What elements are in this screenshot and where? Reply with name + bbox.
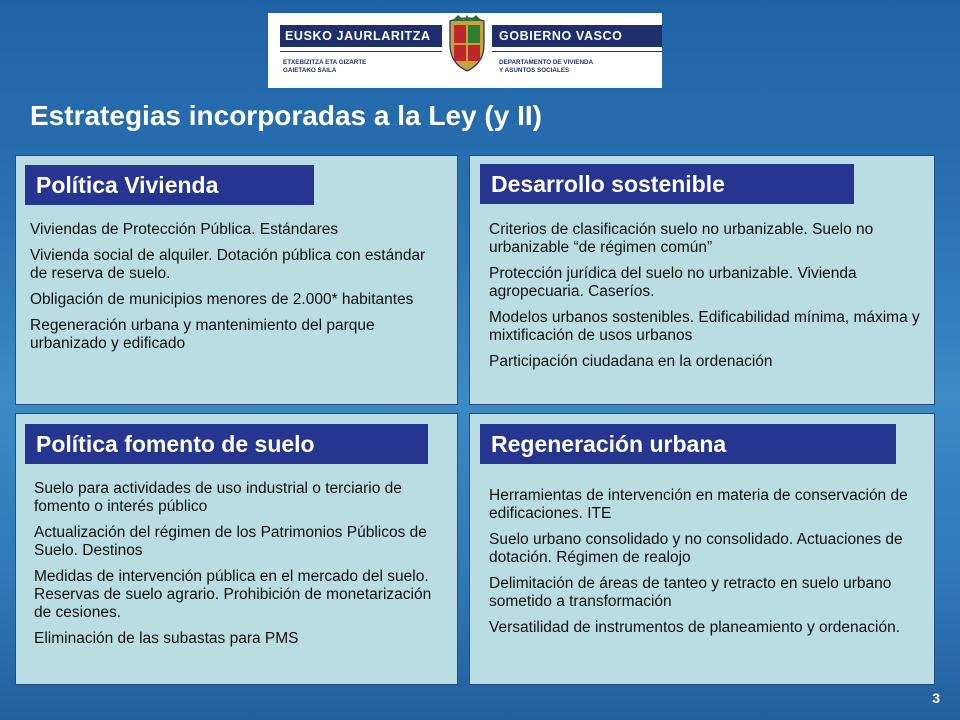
list-item: Viviendas de Protección Pública. Estándares xyxy=(30,221,339,238)
list-item: Criterios de clasificación suelo no urbanizable. Suelo no urbanizable “de régimen común” xyxy=(489,221,874,256)
government-logo xyxy=(268,13,662,88)
page-number: 3 xyxy=(932,690,940,706)
list-item: Obligación de municipios menores de 2.000* habitantes xyxy=(30,291,414,308)
list-item: Herramientas de intervención en materia de conservación de edificaciones. ITE xyxy=(489,487,908,522)
list-item: Regeneración urbana y mantenimiento del parque urbanizado y edificado xyxy=(30,317,375,352)
list-item: Eliminación de las subastas para PMS xyxy=(34,630,299,647)
list-item: Delimitación de áreas de tanteo y retracto en suelo urbano sometido a transformación xyxy=(489,575,892,610)
logo-divider-left xyxy=(280,51,442,52)
list-item: Versatilidad de instrumentos de planeamiento y ordenación. xyxy=(489,619,901,636)
list-item: Vivienda social de alquiler. Dotación pública con estándar de reserva de suelo. xyxy=(30,247,426,282)
list-item: Medidas de intervención pública en el mercado del suelo. Reservas de suelo agrario. Prohibición de monetarización de cesiones. xyxy=(34,568,432,621)
list-item: Actualización del régimen de los Patrimonios Públicos de Suelo. Destinos xyxy=(34,524,427,559)
panel-list-politica-fomento-suelo xyxy=(34,480,444,656)
logo-spanish-department-line1: DEPARTAMENTO DE VIVIENDA xyxy=(499,59,594,66)
panel-list-politica-vivienda xyxy=(30,221,445,361)
logo-basque-department xyxy=(283,59,366,75)
list-item: Participación ciudadana en la ordenación xyxy=(489,353,773,370)
logo-basque-department-line2: GAIETAKO SAILA xyxy=(283,67,337,74)
logo-basque-name: EUSKO JAURLARITZA xyxy=(280,25,442,47)
panel-header-politica-vivienda: Política Vivienda xyxy=(25,165,314,205)
panel-list-desarrollo-sostenible xyxy=(489,221,929,379)
coat-of-arms-icon xyxy=(444,15,490,73)
logo-basque-department-line1: ETXEBIZITZA ETA GIZARTE xyxy=(283,59,367,66)
logo-spanish-name: GOBIERNO VASCO xyxy=(492,25,662,47)
list-item: Suelo para actividades de uso industrial o terciario de fomento o interés público xyxy=(34,480,402,515)
panel-header-politica-fomento-suelo: Política fomento de suelo xyxy=(25,424,428,464)
panel-header-regeneracion-urbana: Regeneración urbana xyxy=(480,424,896,464)
panel-list-regeneracion-urbana xyxy=(489,487,929,645)
list-item: Suelo urbano consolidado y no consolidado. Actuaciones de dotación. Régimen de realojo xyxy=(489,531,903,566)
slide-title: Estrategias incorporadas a la Ley (y II) xyxy=(30,100,542,131)
list-item: Modelos urbanos sostenibles. Edificabilidad mínima, máxima y mixtificación de usos urbanos xyxy=(489,309,920,344)
logo-spanish-department-line2: Y ASUNTOS SOCIALES xyxy=(499,67,570,74)
logo-divider-right xyxy=(492,51,662,52)
list-item: Protección jurídica del suelo no urbanizable. Vivienda agropecuaria. Caseríos. xyxy=(489,265,857,300)
logo-spanish-department xyxy=(499,59,593,75)
panel-header-desarrollo-sostenible: Desarrollo sostenible xyxy=(480,164,854,204)
